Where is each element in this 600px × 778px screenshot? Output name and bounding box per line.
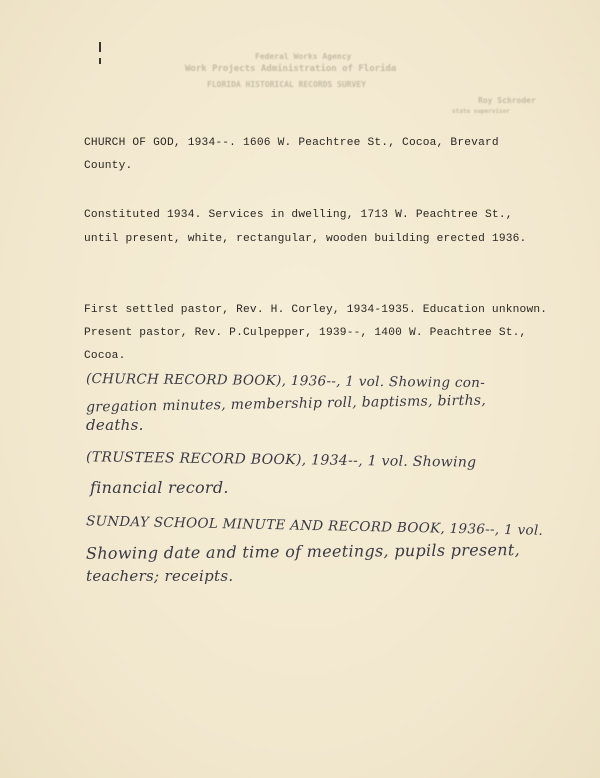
handwritten-church-record: gregation minutes, membership roll, baptisms, births, xyxy=(85,392,487,416)
handwritten-church-record: deaths. xyxy=(86,416,144,434)
entry-pastor: First settled pastor, Rev. H. Corley, 1934-1935. Education unknown. xyxy=(84,304,548,316)
handwritten-trustees-record: (TRUSTEES RECORD BOOK), 1934--, 1 vol. Showing xyxy=(85,449,477,471)
handwritten-church-record: (CHURCH RECORD BOOK), 1936--, 1 vol. Showing con- xyxy=(85,370,486,392)
letterhead-stamp: Federal Works Agency xyxy=(255,52,352,61)
letterhead-stamp: Work Projects Administration of Florida xyxy=(185,64,397,74)
entry-pastor: Cocoa. xyxy=(84,350,126,362)
handwritten-trustees-record: financial record. xyxy=(90,478,229,497)
entry-title: County. xyxy=(84,160,133,172)
letterhead-stamp: FLORIDA HISTORICAL RECORDS SURVEY xyxy=(207,80,366,89)
handwritten-sunday-school: SUNDAY SCHOOL MINUTE AND RECORD BOOK, 1936--, 1 vol. xyxy=(85,513,544,539)
margin-mark xyxy=(99,58,101,64)
entry-history: until present, white, rectangular, wooden building erected 1936. xyxy=(84,233,527,245)
entry-history: Constituted 1934. Services in dwelling, 1713 W. Peachtree St., xyxy=(84,209,513,221)
entry-title: CHURCH OF GOD, 1934--. 1606 W. Peachtree St., Cocoa, Brevard xyxy=(84,137,499,149)
letterhead-stamp: state supervisor xyxy=(452,108,510,115)
entry-pastor: Present pastor, Rev. P.Culpepper, 1939--, 1400 W. Peachtree St., xyxy=(84,327,527,339)
handwritten-sunday-school: teachers; receipts. xyxy=(86,567,234,585)
letterhead-stamp: Roy Schroder xyxy=(478,96,536,105)
margin-mark xyxy=(99,42,101,52)
handwritten-sunday-school: Showing date and time of meetings, pupils present, xyxy=(85,540,521,563)
